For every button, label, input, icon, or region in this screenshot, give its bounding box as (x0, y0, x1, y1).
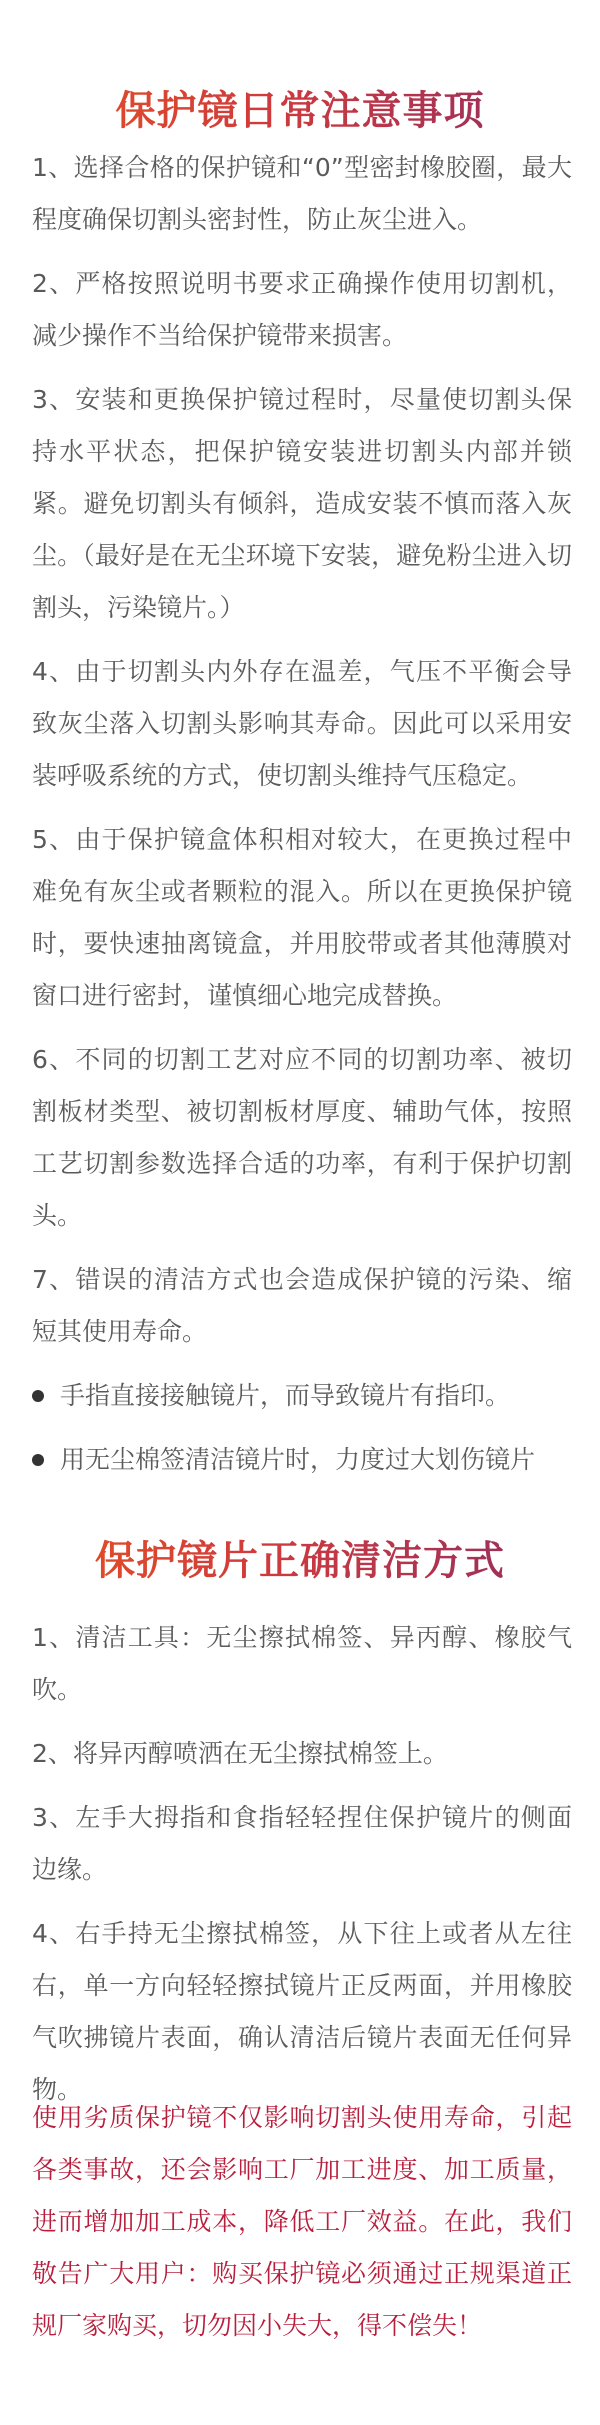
precaution-item-2: 2、严格按照说明书要求正确操作使用切割机，减少操作不当给保护镜带来损害。 (32, 269, 572, 350)
bullet-list (32, 1370, 572, 1486)
cleaning-step-2: 2、将异丙醇喷洒在无尘擦拭棉签上。 (32, 1739, 448, 1768)
cleaning-step-1: 1、清洁工具：无尘擦拭棉签、异丙醇、橡胶气吹。 (32, 1623, 572, 1704)
precaution-item-6: 6、不同的切割工艺对应不同的切割功率、被切割板材类型、被切割板材厚度、辅助气体，按照工艺切割参数选择合适的功率，有利于保护切割头。 (32, 1045, 572, 1230)
bullet-item (32, 1370, 572, 1422)
precaution-item-3: 3、安装和更换保护镜过程时，尽量使切割头保持水平状态，把保护镜安装进切割头内部并锁紧。避免切割头有倾斜，造成安装不慎而落入灰尘。（最好是在无尘环境下安装，避免粉尘进入切割头，污染镜片。） (32, 385, 572, 622)
section-title-daily-precautions: 保护镜日常注意事项 (0, 83, 600, 139)
precaution-item-4: 4、由于切割头内外存在温差，气压不平衡会导致灰尘落入切割头影响其寿命。因此可以采用安装呼吸系统的方式，使切割头维持气压稳定。 (32, 657, 572, 790)
bullet-item (32, 1434, 572, 1486)
cleaning-method-section (32, 1612, 572, 2128)
bullet-text: 手指直接接触镜片，而导致镜片有指印。 (60, 1381, 511, 1410)
precaution-item-5: 5、由于保护镜盒体积相对较大，在更换过程中难免有灰尘或者颗粒的混入。所以在更换保护镜时，要快速抽离镜盒，并用胶带或者其他薄膜对窗口进行密封，谨慎细心地完成替换。 (32, 825, 572, 1010)
precaution-item-1: 1、选择合格的保护镜和“0”型密封橡胶圈，最大程度确保切割头密封性，防止灰尘进入。 (32, 153, 572, 234)
warning-notice: 使用劣质保护镜不仅影响切割头使用寿命，引起各类事故，还会影响工厂加工进度、加工质量，进而增加加工成本，降低工厂效益。在此，我们敬告广大用户：购买保护镜必须通过正规渠道正规厂家购买，切勿因小失大，得不偿失！ (32, 2103, 572, 2340)
bullet-text: 用无尘棉签清洁镜片时，力度过大划伤镜片 (60, 1445, 536, 1474)
bullet-dot-icon (32, 1454, 44, 1466)
cleaning-step-4: 4、右手持无尘擦拭棉签，从下往上或者从左往右，单一方向轻轻擦拭镜片正反两面，并用橡胶气吹拂镜片表面，确认清洁后镜片表面无任何异物。 (32, 1919, 572, 2104)
daily-precautions-section (32, 142, 572, 1498)
section-title-cleaning-method: 保护镜片正确清洁方式 (0, 1533, 600, 1589)
bullet-dot-icon (32, 1390, 44, 1402)
cleaning-step-3: 3、左手大拇指和食指轻轻捏住保护镜片的侧面边缘。 (32, 1803, 572, 1884)
precaution-item-7: 7、错误的清洁方式也会造成保护镜的污染、缩短其使用寿命。 (32, 1265, 572, 1346)
